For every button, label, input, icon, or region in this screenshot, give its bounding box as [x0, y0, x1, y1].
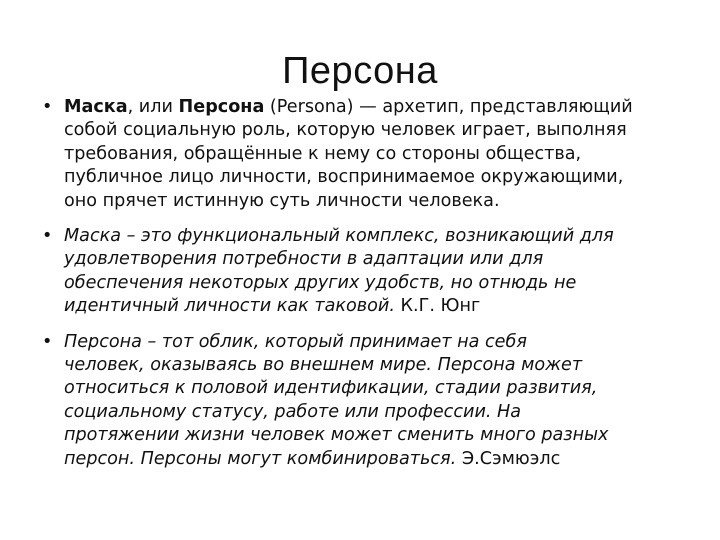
bullet-item-persona-definition	[40, 96, 680, 213]
bullet-line: оно прячет истинную суть личности человека.	[64, 190, 500, 211]
term-mask: Маска	[64, 97, 128, 117]
quote-text: персон. Персоны могут комбинироваться.	[64, 448, 457, 469]
slide-body	[40, 96, 680, 483]
bullet-line: публичное лицо личности, воспринимаемое окружающими,	[64, 167, 624, 188]
bullet-line: человек, оказываясь во внешнем мире. Персона может	[64, 355, 583, 376]
bullet-line	[64, 96, 680, 119]
term-persona: Персона	[178, 97, 265, 117]
bullet-line: требования, обращённые к нему со стороны общества,	[64, 143, 582, 164]
bullet-line	[64, 295, 680, 318]
bullet-line: Персона – тот облик, который принимает на себя	[64, 331, 527, 352]
quote-text: идентичный личности как таковой.	[64, 296, 395, 317]
slide-title: Персона	[282, 50, 438, 92]
bullet-marker: •	[42, 97, 53, 117]
bullet-item-jung-quote	[40, 225, 680, 319]
quote-author: К.Г. Юнг	[394, 296, 481, 317]
term-separator: , или	[127, 97, 179, 117]
bullet-line: Маска – это функциональный комплекс, возникающий для	[64, 226, 614, 247]
bullet-item-samuels-quote	[40, 331, 680, 471]
bullet-marker: •	[42, 226, 53, 247]
quote-author: Э.Сэмюэлс	[456, 448, 561, 469]
bullet-line: обеспечения некоторых других удобств, но отнюдь не	[64, 272, 577, 293]
bullet-line: удовлетворения потребности в адаптации или для	[64, 249, 544, 270]
bullet-line: собой социальную роль, которую человек играет, выполняя	[64, 120, 627, 141]
bullet-line: относиться к половой идентификации, стадии развития,	[64, 378, 598, 399]
bullet-marker: •	[42, 331, 53, 352]
bullet-text: (Persona) — архетип, представляющий	[264, 97, 633, 117]
bullet-line: социальному статусу, работе или профессии. На	[64, 401, 522, 422]
bullet-line: протяжении жизни человек может сменить много разных	[64, 425, 609, 446]
bullet-line	[64, 448, 680, 471]
